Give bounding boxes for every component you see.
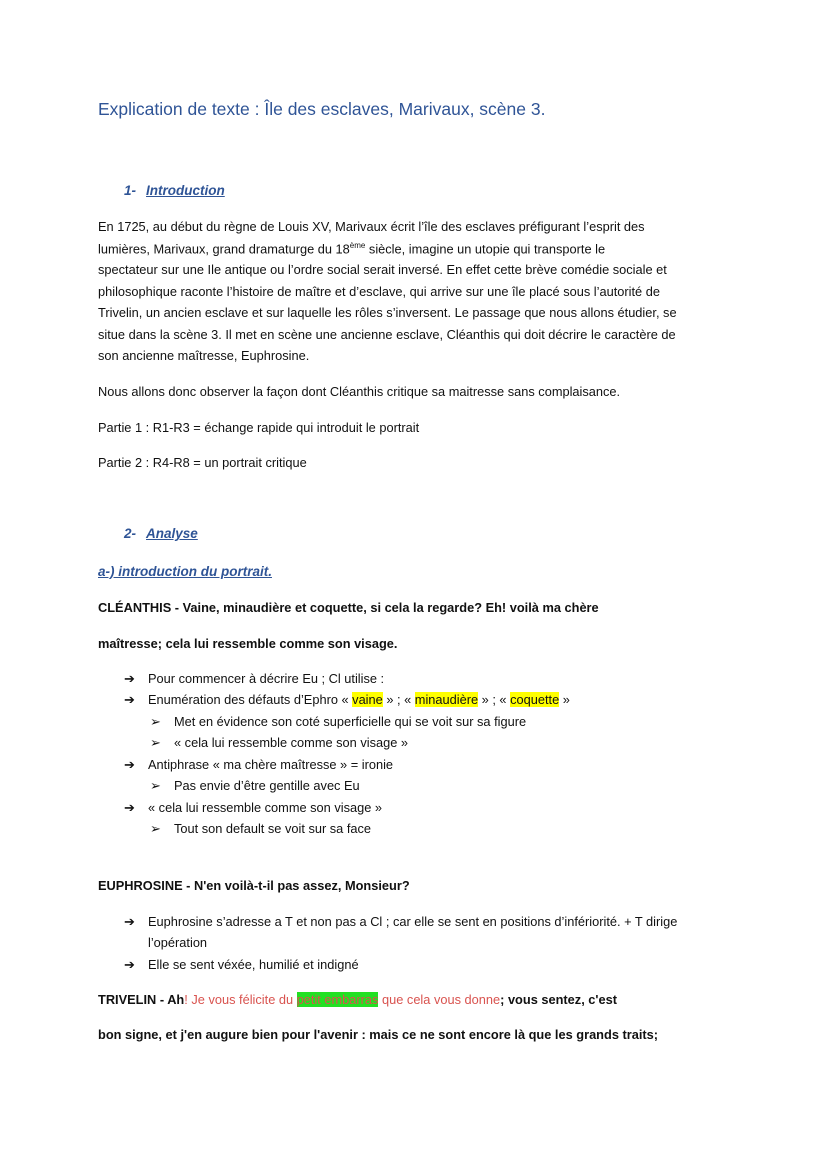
superscript: ème (349, 241, 366, 250)
intro-text: lumières, Marivaux, grand dramaturge du 18 (98, 241, 350, 257)
problematique: Nous allons donc observer la façon dont Cléanthis critique sa maitresse sans complaisance. (98, 384, 621, 399)
quote-cleanthis: CLÉANTHIS - Vaine, minaudière et coquette, si cela la regarde? Eh! voilà ma chère (98, 600, 599, 615)
arrow-icon: ➔ (124, 671, 135, 686)
sub-bullet-item (150, 735, 408, 751)
quote-trivelin: bon signe, et j'en augure bien pour l'avenir : mais ce ne sont encore là que les grands traits; (98, 1027, 659, 1042)
bullet-item (124, 671, 384, 687)
bullet-item (124, 800, 382, 816)
quote-text: ; vous sentez, c'est (500, 992, 617, 1007)
arrow-icon: ➔ (124, 800, 135, 815)
arrowhead-icon: ➢ (150, 735, 161, 750)
bullet-continuation: l’opération (148, 935, 208, 950)
bullet-text: Tout son default se voit sur sa face (174, 821, 372, 836)
section-label: Analyse (146, 526, 198, 541)
bullet-text: Pour commencer à décrire Eu ; Cl utilise : (148, 671, 385, 686)
intro-line: philosophique raconte l’histoire de maître et d’esclave, qui arrive sur une île placé sous l’autorité de (98, 284, 660, 299)
sub-bullet-item (150, 778, 360, 794)
arrow-icon: ➔ (124, 692, 135, 707)
bullet-text: Pas envie d’être gentille avec Eu (174, 778, 360, 793)
bullet-text: » ; « (382, 692, 415, 707)
bullet-text: Antiphrase « ma chère maîtresse » = ironie (148, 757, 394, 772)
bullet-text: Met en évidence son coté superficielle qui se voit sur sa figure (174, 714, 527, 729)
bullet-text: Elle se sent véxée, humilié et indigné (148, 957, 359, 972)
sub-bullet-item (150, 714, 526, 730)
arrow-icon: ➔ (124, 757, 135, 772)
highlight-phrase: petit embarras (296, 992, 379, 1007)
bullet-text: Euphrosine s’adresse a T et non pas a Cl ; car elle se sent en positions d’infériorité. + T dirige (148, 914, 678, 929)
section-label: Introduction (146, 183, 225, 198)
section-number: 1- (124, 183, 137, 198)
quote-text: TRIVELIN - Ah (98, 992, 185, 1007)
arrowhead-icon: ➢ (150, 778, 161, 793)
intro-line (98, 241, 605, 256)
intro-line: Trivelin, un ancien esclave et sur laquelle les rôles s’inversent. Le passage que nous allons étudier, se (98, 305, 677, 320)
intro-line: situe dans la scène 3. Il met en scène une ancienne esclave, Cléanthis qui doit décrire le caractère de (98, 327, 676, 342)
intro-line: son ancienne maîtresse, Euphrosine. (98, 348, 310, 363)
intro-line: spectateur sur une Ile antique ou l’ordre social serait inversé. En effet cette brève comédie sociale et (98, 262, 667, 277)
bullet-item (124, 914, 677, 930)
quote-euphrosine: EUPHROSINE - N'en voilà-t-il pas assez, Monsieur? (98, 878, 410, 893)
highlight-word: vaine (352, 692, 383, 707)
highlight-word: minaudière (414, 692, 479, 707)
red-text: que cela vous donne (378, 992, 501, 1007)
subsection-heading: a-) introduction du portrait. (98, 564, 272, 579)
intro-text: siècle, imagine un utopie qui transporte le (365, 241, 606, 257)
bullet-item (124, 957, 359, 973)
arrow-icon: ➔ (124, 914, 135, 929)
document-title: Explication de texte : Île des esclaves, Marivaux, scène 3. (98, 99, 546, 119)
bullet-item (124, 692, 570, 708)
arrowhead-icon: ➢ (150, 821, 161, 836)
arrowhead-icon: ➢ (150, 714, 161, 729)
bullet-text: » ; « (478, 692, 511, 707)
sub-bullet-item (150, 821, 371, 837)
quote-cleanthis: maîtresse; cela lui ressemble comme son visage. (98, 636, 398, 651)
arrow-icon: ➔ (124, 957, 135, 972)
red-text: ! Je vous félicite du (184, 992, 297, 1007)
intro-line: En 1725, au début du règne de Louis XV, Marivaux écrit l’île des esclaves préfigurant l’esprit des (98, 219, 645, 234)
section-heading-analyse (124, 526, 198, 541)
section-heading-introduction (124, 183, 225, 198)
bullet-text: « cela lui ressemble comme son visage » (174, 735, 409, 750)
bullet-text: « cela lui ressemble comme son visage » (148, 800, 383, 815)
highlight-word: coquette (510, 692, 560, 707)
plan-partie-2: Partie 2 : R4-R8 = un portrait critique (98, 455, 307, 470)
bullet-text: Enumération des défauts d’Ephro « (148, 692, 353, 707)
section-number: 2- (124, 526, 137, 541)
bullet-item (124, 757, 393, 773)
quote-trivelin (98, 992, 617, 1007)
plan-partie-1: Partie 1 : R1-R3 = échange rapide qui introduit le portrait (98, 420, 420, 435)
bullet-text: » (559, 692, 570, 707)
